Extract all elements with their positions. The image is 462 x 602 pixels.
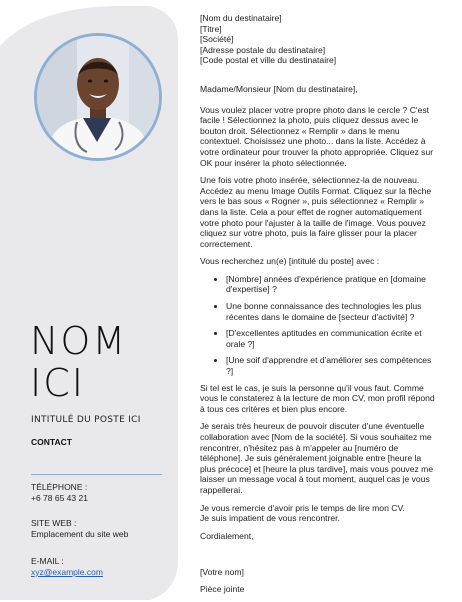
list-item: • [Nombre] années d'expérience pratique en [domaine d'expertise] ? (226, 274, 436, 295)
paragraph-thanks (200, 503, 436, 524)
recipient-address (200, 13, 436, 66)
recipient-city: [Code postal et ville du destinataire] (200, 55, 337, 66)
paragraph-fit: Si tel est le cas, je suis la personne qu'il vous faut. Comme vous le constaterez à la lecture de mon CV, mon profil répond à tous ces critères et bien plus encore. (200, 382, 435, 414)
list-item: • Une bonne connaissance des technologies les plus récentes dans le domaine de [secteur d'activité] ? (226, 301, 436, 322)
phone-label: TÉLÉPHONE : (31, 482, 88, 492)
recipient-name: [Nom du destinataire] (200, 13, 282, 23)
recipient-title: [Titre] (200, 23, 222, 34)
website-value: Emplacement du site web (31, 529, 129, 539)
paragraph-requirements-intro: Vous recherchez un(e) [intitulé du poste] avec : (200, 256, 380, 267)
thanks-line-1: Je vous remercie d'avoir pris le temps de lire mon CV. (200, 502, 405, 513)
paragraph-photo-instructions: Vous voulez placer votre propre photo dans le cercle ? C'est facile ! Sélectionnez la photo, puis cliquez dessus avec le bouton droit. Sélectionnez « Remplir » dans le menu contextuel. Choisissez une photo... dans la liste. Accédez à votre ordinateur pour trouver la photo appropriée. Cliquez sur OK pour insérer la photo sélectionnée. (200, 104, 434, 168)
recipient-street: [Adresse postale du destinataire] (200, 44, 326, 55)
candidate-name (30, 320, 127, 404)
name-line-2: ICI (30, 361, 85, 405)
contact-heading: CONTACT (31, 437, 72, 447)
job-title: INTITULÉ DU POSTE ICI (31, 415, 141, 425)
list-item: • [D'excellentes aptitudes en communication écrite et orale ?] (226, 328, 436, 349)
paragraph-crop-instructions: Une fois votre photo insérée, sélectionnez-la de nouveau. Accédez au menu Image Outils Format. Cliquez sur la flèche vers le bas sous « Rogner », puis sélectionnez « Remplir » dans la liste. Cela a pour effet de rogner automatiquement votre photo pour l'ajuster à la taille de l'image. Vous pouvez cliquez sur votre photo, puis la faire glisser pour la placer correctement. (200, 175, 432, 249)
salutation: Madame/Monsieur [Nom du destinataire], (200, 83, 358, 94)
cover-letter-body (200, 13, 436, 602)
name-line-1: NOM (30, 319, 128, 363)
portrait-image (37, 36, 159, 158)
email-link[interactable]: xyz@example.com (31, 567, 103, 577)
phone-value: +6 78 65 43 21 (31, 493, 88, 503)
recipient-company: [Société] (200, 34, 234, 45)
email-label: E-MAIL : (31, 556, 64, 566)
attachment-note: Pièce jointe (200, 583, 245, 594)
profile-photo[interactable] (34, 33, 162, 161)
contact-divider (31, 474, 162, 475)
sidebar-panel (0, 0, 178, 600)
closing: Cordialement, (200, 530, 254, 541)
paragraph-contact-availability: Je serais très heureux de pouvoir discuter d'une éventuelle collaboration avec [Nom de la société]. Si vous souhaitez me rencontrer, n'hésitez pas à m'appeler au [numéro de téléphone]. Je suis généralement joignable entre [heure la plus précoce] et [heure la plus tardive], mais vous pouvez me laisser un message vocal à tout moment, auquel cas je vous rappellerai. (200, 421, 434, 495)
requirements-list (200, 274, 436, 377)
thanks-line-2: Je suis impatient de vous rencontrer. (200, 513, 340, 524)
signature-name: [Votre nom] (200, 567, 244, 578)
list-item: • [Une soif d'apprendre et d'améliorer ses compétences ?] (226, 355, 436, 376)
website-label: SITE WEB : (31, 518, 77, 528)
